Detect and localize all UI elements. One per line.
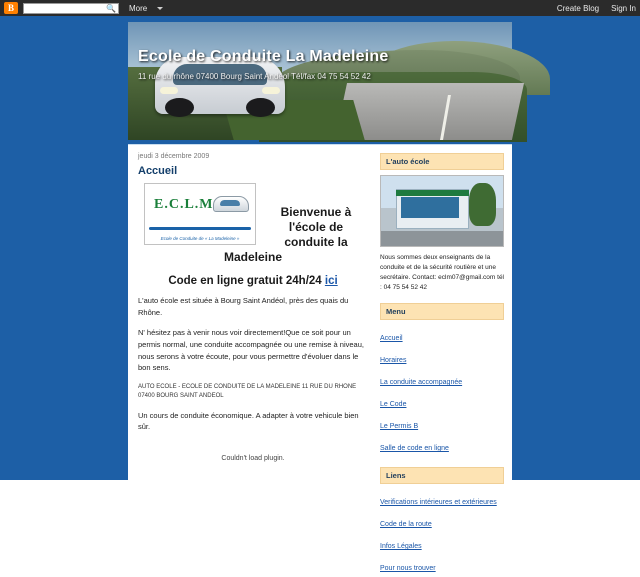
search-input[interactable] [23, 3, 119, 14]
post-paragraph-3: Un cours de conduite économique. A adapter à votre vehicule bien sûr. [138, 410, 359, 432]
photo-ground [381, 231, 503, 246]
page-title: Accueil [138, 165, 178, 177]
car-headlight-right [262, 87, 280, 94]
sidebar-item-permis-b[interactable]: Le Permis B [380, 423, 419, 431]
post-date: jeudi 3 décembre 2009 [138, 153, 210, 160]
list-item[interactable] [380, 325, 504, 347]
list-item[interactable] [380, 511, 504, 533]
site-description: 11 rue du rhône 07400 Bourg Saint Andéol Tél/fax 04 75 54 52 42 [138, 72, 371, 81]
car-headlight-left [160, 87, 178, 94]
list-item[interactable] [380, 435, 504, 457]
logo-car-icon [213, 196, 249, 212]
blogger-logo-icon[interactable]: B [4, 2, 18, 14]
post-paragraph-1: L'auto école est située à Bourg Saint Andéol, près des quais du Rhône. [138, 296, 349, 317]
link-code-de-la-route[interactable]: Code de la route [380, 521, 432, 529]
list-item[interactable] [380, 555, 504, 577]
links-list [380, 489, 504, 577]
create-blog-link[interactable]: Create Blog [556, 3, 600, 13]
list-item[interactable] [380, 489, 504, 511]
more-label: More [129, 3, 148, 13]
widget-links-title: Liens [380, 467, 504, 484]
main-column [128, 145, 378, 480]
banner-road [335, 83, 524, 140]
free-code-link[interactable]: ici [324, 275, 338, 287]
more-menu[interactable] [129, 4, 147, 13]
search-icon[interactable]: 🔍 [106, 3, 116, 13]
welcome-line-3: conduite la Madeleine [223, 235, 348, 264]
sidebar-item-horaires[interactable]: Horaires [380, 357, 407, 365]
sign-in-link[interactable]: Sign In [611, 3, 636, 13]
widget-about [380, 153, 504, 293]
sidebar-item-le-code[interactable]: Le Code [380, 401, 407, 409]
auto-ecole-photo [380, 175, 504, 247]
menu-list [380, 325, 504, 457]
photo-window [401, 197, 460, 218]
sidebar-item-conduite-accompagnee[interactable]: La conduite accompagnée [380, 379, 463, 387]
link-infos-legales[interactable]: Infos Légales [380, 543, 422, 551]
photo-tree [469, 183, 496, 226]
welcome-line-1: Bienvenue à [280, 205, 352, 219]
photo-signband [396, 190, 469, 196]
list-item[interactable] [380, 369, 504, 391]
welcome-line-2: l'école de [288, 220, 344, 234]
about-text: Nous sommes deux enseignants de la conduite et de la sécurité routière et une secrétaire. Contact: eclm07@gmail.com tél : 04 75 54 52 42 [380, 254, 505, 292]
sidebar-item-accueil[interactable]: Accueil [380, 335, 403, 343]
post-paragraph-2: N' hésitez pas à venir nous voir directement!Que ce soit pour un permis normal, une conduite accompagnée ou une remise à niveau, nous serons à votre écoute, pour vous permettre d'évoluer dans le bon sens. [138, 328, 364, 373]
link-pour-nous-trouver[interactable]: Pour nous trouver [380, 565, 436, 573]
logo-swoosh [149, 227, 251, 230]
blogger-navbar [0, 0, 640, 16]
sidebar [378, 145, 512, 573]
plugin-error-message: Couldn't load plugin. [221, 455, 285, 462]
free-code-heading [138, 265, 368, 295]
list-item[interactable] [380, 347, 504, 369]
widget-menu [380, 303, 504, 457]
widget-menu-title: Menu [380, 303, 504, 320]
link-verifications[interactable]: Verifications intérieures et extérieures [380, 499, 497, 507]
page-background [0, 16, 640, 573]
list-item[interactable] [380, 391, 504, 413]
widget-links [380, 467, 504, 577]
post-address-block: AUTO ECOLE - ECOLE DE CONDUITE DE LA MADELEINE 11 RUE DU RHONE 07400 BOURG SAINT ANDEOL [138, 383, 357, 399]
free-code-text: Code en ligne gratuit 24h/24 [168, 275, 322, 287]
header-text-block [138, 48, 389, 81]
widget-about-title: L'auto école [380, 153, 504, 170]
list-item[interactable] [380, 533, 504, 555]
eclm-logo-image [144, 183, 256, 245]
logo-brand-text: E.C.L.M [154, 197, 214, 212]
logo-tagline: Ecole de Conduite de « La Madeleine » [160, 236, 240, 241]
navbar-dropdown-toggle[interactable] [157, 7, 163, 10]
site-header-banner [128, 22, 512, 140]
list-item[interactable] [380, 413, 504, 435]
content-wrapper [128, 144, 512, 573]
chevron-down-icon [157, 7, 163, 10]
sidebar-item-salle-de-code[interactable]: Salle de code en ligne [380, 445, 449, 453]
site-title[interactable]: Ecole de Conduite La Madeleine [138, 48, 389, 65]
